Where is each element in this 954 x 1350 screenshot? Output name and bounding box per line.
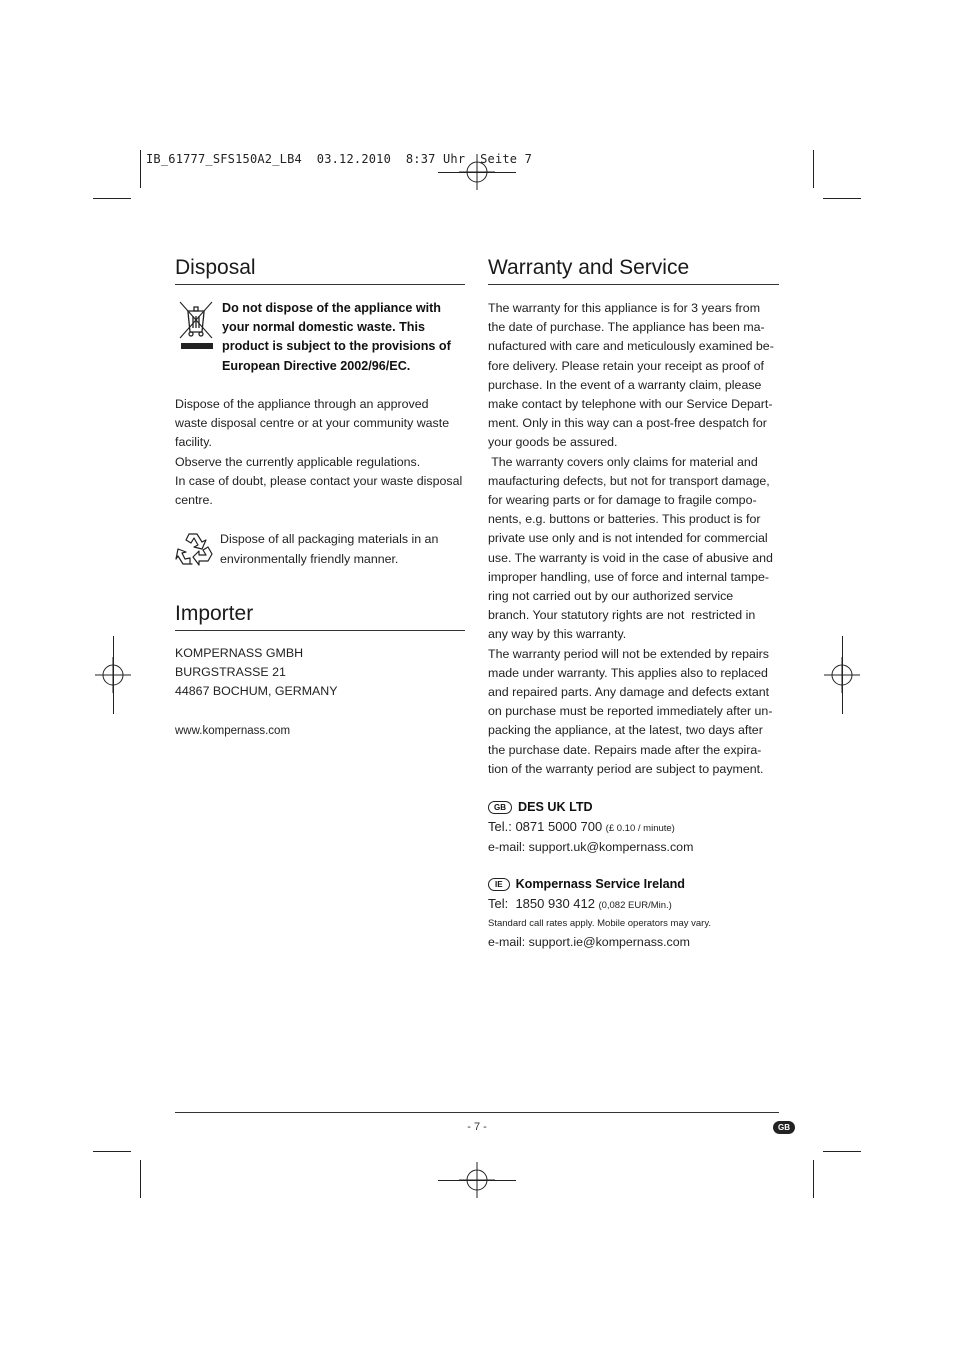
footer-rule: [175, 1112, 779, 1113]
service-ie-email[interactable]: e-mail: support.ie@kompernass.com: [488, 935, 690, 950]
service-uk-phone-row: [488, 817, 788, 838]
service-ie-phone-row: [488, 894, 788, 915]
service-ie-phone-rate: (0,082 EUR/Min.): [598, 900, 672, 912]
warranty-text-line: nufactured with care and meticulously examined be-: [488, 339, 774, 354]
disposal-heading: Disposal: [175, 255, 465, 285]
importer-heading: Importer: [175, 601, 465, 631]
ie-country-badge: IE: [488, 878, 510, 891]
crop-mark: [93, 1151, 131, 1152]
disposal-section: [175, 255, 465, 285]
service-uk-phone[interactable]: Tel.: 0871 5000 700: [488, 819, 603, 835]
warranty-text-line: ment. Only in this way can a post-free despatch for: [488, 416, 767, 431]
disposal-warning-line: product is subject to the provisions of: [222, 339, 451, 354]
warranty-text-line: The warranty covers only claims for material and: [488, 454, 758, 469]
printer-slug-line: IB_61777_SFS150A2_LB4 03.12.2010 8:37 Uhr Seite 7: [146, 152, 533, 166]
service-ie-phone[interactable]: Tel: 1850 930 412: [488, 896, 595, 912]
warranty-text-line: improper handling, use of force and internal tampe-: [488, 569, 770, 584]
warranty-text-line: nents, e.g. buttons or batteries. This product is for: [488, 512, 761, 527]
disposal-text-line: Observe the currently applicable regulations.: [175, 454, 421, 469]
disposal-text-line: centre.: [175, 493, 213, 508]
warranty-text-line: made under warranty. This applies also to replaced: [488, 665, 768, 680]
disposal-text-line: waste disposal centre or at your community waste: [175, 416, 450, 431]
crop-mark: [113, 636, 114, 714]
packaging-text-line: Dispose of all packaging materials in an: [220, 532, 439, 546]
warranty-text-line: branch. Your statutory rights are not restricted in: [488, 608, 756, 623]
warranty-text-line: for wearing parts or for damage to fragile compo-: [488, 493, 757, 508]
warranty-text-line: maufacturing defects, but not for transport damage,: [488, 473, 770, 488]
disposal-warning-line: European Directive 2002/96/EC.: [222, 358, 411, 373]
warranty-text-line: your goods be assured.: [488, 435, 618, 450]
warranty-text-line: fore delivery. Please retain your receipt as proof of: [488, 358, 764, 373]
service-uk: [488, 798, 788, 858]
importer-address-line: 44867 BOCHUM, GERMANY: [175, 684, 338, 699]
warranty-text-line: the date of purchase. The appliance has been ma-: [488, 320, 765, 335]
warranty-text-line: on purchase must be reported immediately after un-: [488, 704, 773, 719]
crop-mark: [140, 1160, 141, 1198]
crop-mark: [823, 198, 861, 199]
weee-bin-icon: [177, 299, 215, 351]
recycling-icon: [175, 530, 215, 568]
warranty-text-line: purchase. In the event of a warranty claim, please: [488, 377, 762, 392]
gb-country-badge: GB: [488, 801, 512, 814]
warranty-text-line: and repaired parts. Any damage and defects extant: [488, 685, 770, 700]
service-ie-note: Standard call rates apply. Mobile operators may vary.: [488, 918, 711, 930]
crop-mark: [140, 150, 141, 188]
crop-mark: [813, 1160, 814, 1198]
page-number: - 7 -: [467, 1121, 487, 1133]
crop-mark: [438, 172, 516, 173]
warranty-text: [488, 299, 788, 779]
crop-mark: [842, 636, 843, 714]
service-uk-name: DES UK LTD: [518, 800, 593, 814]
importer-section: [175, 601, 465, 631]
warranty-text-line: The warranty for this appliance is for 3 years from: [488, 301, 761, 315]
importer-address-line: KOMPERNASS GMBH: [175, 646, 304, 660]
service-uk-name-row: [488, 798, 788, 817]
warranty-text-line: make contact by telephone with our Service Depart-: [488, 397, 773, 412]
service-uk-phone-rate: (£ 0.10 / minute): [605, 823, 675, 835]
service-ie: [488, 875, 788, 953]
warranty-heading: Warranty and Service: [488, 255, 779, 285]
crop-mark: [813, 150, 814, 188]
disposal-text-line: Dispose of the appliance through an approved: [175, 397, 429, 411]
importer-website[interactable]: www.kompernass.com: [175, 725, 291, 737]
packaging-disposal-text: [220, 529, 470, 569]
disposal-warning-line: Do not dispose of the appliance with: [222, 301, 442, 315]
crop-mark: [823, 1151, 861, 1152]
warranty-text-line: use. The warranty is void in the case of abusive and: [488, 550, 773, 565]
service-ie-name: Kompernass Service Ireland: [515, 877, 685, 891]
warranty-text-line: any way by this warranty.: [488, 627, 627, 642]
warranty-text-line: tion of the warranty period are subject to payment.: [488, 761, 764, 776]
warranty-text-line: ring not carried out by our authorized service: [488, 589, 734, 604]
warranty-text-line: packing the appliance, at the latest, two days after: [488, 723, 763, 738]
warranty-text-line: private use only and is not intended for commercial: [488, 531, 768, 546]
importer-address: [175, 644, 465, 702]
warranty-text-line: The warranty period will not be extended by repairs: [488, 646, 770, 661]
warranty-text-line: the purchase date. Repairs made after the expira-: [488, 742, 762, 757]
service-uk-email[interactable]: e-mail: support.uk@kompernass.com: [488, 840, 694, 855]
service-ie-name-row: [488, 875, 788, 894]
importer-address-line: BURGSTRASSE 21: [175, 665, 286, 680]
footer-country-badge: GB: [773, 1121, 795, 1134]
crop-mark: [438, 1180, 516, 1181]
disposal-text-line: In case of doubt, please contact your waste disposal: [175, 473, 463, 488]
packaging-text-line: environmentally friendly manner.: [220, 552, 399, 566]
crop-mark: [93, 198, 131, 199]
disposal-warning-line: your normal domestic waste. This: [222, 320, 425, 335]
disposal-paragraph: [175, 395, 465, 510]
disposal-text-line: facility.: [175, 435, 212, 450]
disposal-warning: [222, 299, 472, 376]
warranty-section: [488, 255, 779, 285]
